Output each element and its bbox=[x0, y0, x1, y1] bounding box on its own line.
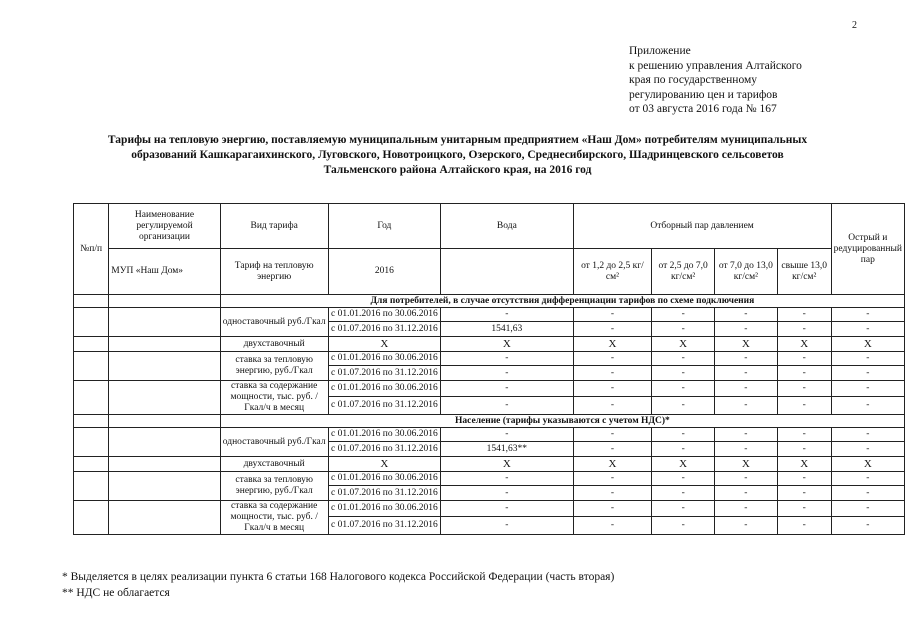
value-cell: - bbox=[777, 501, 831, 517]
period-cell: с 01.01.2016 по 30.06.2016 bbox=[328, 472, 441, 486]
num-cell bbox=[74, 501, 109, 535]
value-cell: Х bbox=[831, 337, 904, 352]
value-cell: Х bbox=[777, 337, 831, 352]
period-cell: с 01.01.2016 по 30.06.2016 bbox=[328, 428, 441, 442]
value-cell: - bbox=[714, 442, 777, 457]
title-line: образований Кашкарагаихинского, Луговского, Новотроицкого, Озерского, Среднесибирского, Шадринцевского сельсоветов bbox=[131, 149, 784, 161]
value-cell: - bbox=[441, 397, 573, 415]
header-sharp-steam: Острый и редуцированный пар bbox=[831, 204, 904, 295]
two-rate-label: двухставочный bbox=[220, 457, 328, 472]
value-cell: - bbox=[573, 397, 652, 415]
table-row bbox=[74, 472, 905, 486]
org-cell bbox=[109, 381, 220, 415]
table-row bbox=[74, 352, 905, 366]
value-cell: - bbox=[652, 442, 715, 457]
appendix-line: от 03 августа 2016 года № 167 bbox=[629, 103, 777, 115]
value-cell: - bbox=[714, 486, 777, 501]
period-cell: с 01.07.2016 по 31.12.2016 bbox=[328, 366, 441, 381]
heat-rate-label: ставка за тепловую энергию, руб./Гкал bbox=[220, 352, 328, 381]
header-steam-3: от 7,0 до 13,0 кг/см² bbox=[714, 249, 777, 295]
section-heading: Население (тарифы указываются с учетом НДС)* bbox=[220, 415, 904, 428]
header-steam-2: от 2,5 до 7,0 кг/см² bbox=[652, 249, 715, 295]
header-org: Наименование регулируемой организации bbox=[109, 204, 220, 249]
org-cell bbox=[109, 308, 220, 337]
tariff-table bbox=[73, 203, 905, 535]
num-cell bbox=[74, 295, 109, 308]
heat-rate-label: ставка за тепловую энергию, руб./Гкал bbox=[220, 472, 328, 501]
value-cell: Х bbox=[652, 337, 715, 352]
value-cell: - bbox=[573, 428, 652, 442]
org-cell bbox=[109, 352, 220, 381]
value-cell: Х bbox=[652, 457, 715, 472]
value-cell: - bbox=[652, 472, 715, 486]
value-cell: - bbox=[777, 322, 831, 337]
value-cell: - bbox=[441, 501, 573, 517]
org-name: МУП «Наш Дом» bbox=[109, 249, 220, 295]
one-rate-label: одноставочный руб./Гкал bbox=[220, 428, 328, 457]
appendix-line: края по государственному bbox=[629, 74, 757, 86]
value-cell: - bbox=[777, 517, 831, 535]
footnote: * Выделяется в целях реализации пункта 6 статьи 168 Налогового кодекса Российской Федерации (часть вторая) bbox=[62, 571, 615, 583]
value-cell: - bbox=[831, 308, 904, 322]
value-cell: - bbox=[777, 428, 831, 442]
value-cell: - bbox=[573, 352, 652, 366]
value-cell: - bbox=[777, 366, 831, 381]
period-cell: с 01.01.2016 по 30.06.2016 bbox=[328, 352, 441, 366]
header-tariff-type: Вид тарифа bbox=[220, 204, 328, 249]
value-cell: - bbox=[441, 517, 573, 535]
value-cell: - bbox=[441, 308, 573, 322]
value-cell: - bbox=[831, 486, 904, 501]
value-cell: - bbox=[441, 381, 573, 397]
value-cell: Х bbox=[441, 337, 573, 352]
table-row bbox=[74, 501, 905, 517]
period-cell: с 01.07.2016 по 31.12.2016 bbox=[328, 517, 441, 535]
value-cell: - bbox=[573, 308, 652, 322]
org-cell bbox=[109, 295, 220, 308]
title-line: Тальменского района Алтайского края, на 2016 год bbox=[323, 164, 592, 176]
period-cell: с 01.07.2016 по 31.12.2016 bbox=[328, 397, 441, 415]
table-row bbox=[74, 415, 905, 428]
value-cell: - bbox=[777, 381, 831, 397]
value-cell: Х bbox=[328, 457, 441, 472]
value-cell: - bbox=[441, 428, 573, 442]
value-cell: - bbox=[714, 517, 777, 535]
value-cell: Х bbox=[714, 337, 777, 352]
value-cell: - bbox=[573, 442, 652, 457]
two-rate-label: двухставочный bbox=[220, 337, 328, 352]
value-cell: Х bbox=[573, 337, 652, 352]
value-cell: - bbox=[777, 472, 831, 486]
value-cell: - bbox=[573, 501, 652, 517]
value-cell: - bbox=[652, 397, 715, 415]
header-steam-1: от 1,2 до 2,5 кг/см² bbox=[573, 249, 652, 295]
period-cell: с 01.01.2016 по 30.06.2016 bbox=[328, 308, 441, 322]
footnotes bbox=[62, 569, 614, 601]
value-cell: - bbox=[831, 366, 904, 381]
value-cell: - bbox=[652, 381, 715, 397]
value-cell: - bbox=[831, 501, 904, 517]
appendix-line: к решению управления Алтайского bbox=[629, 59, 802, 72]
org-water bbox=[441, 249, 573, 295]
value-cell: - bbox=[441, 486, 573, 501]
document-title bbox=[40, 133, 875, 178]
num-cell bbox=[74, 415, 109, 428]
value-cell: - bbox=[777, 308, 831, 322]
table-row bbox=[74, 381, 905, 397]
header-steam-4: свыше 13,0 кг/см² bbox=[777, 249, 831, 295]
header-steam-group: Отборный пар давлением bbox=[573, 204, 831, 249]
table-row bbox=[74, 337, 905, 352]
value-cell: - bbox=[831, 397, 904, 415]
value-cell: - bbox=[441, 366, 573, 381]
value-cell: - bbox=[714, 472, 777, 486]
num-cell bbox=[74, 472, 109, 501]
value-cell: 1541,63 bbox=[441, 322, 573, 337]
one-rate-label: одноставочный руб./Гкал bbox=[220, 308, 328, 337]
value-cell: - bbox=[714, 381, 777, 397]
org-cell bbox=[109, 428, 220, 457]
value-cell: - bbox=[831, 381, 904, 397]
value-cell: - bbox=[714, 501, 777, 517]
value-cell: - bbox=[714, 322, 777, 337]
section-heading: Для потребителей, в случае отсутствия дифференциации тарифов по схеме подключения bbox=[220, 295, 904, 308]
value-cell: - bbox=[777, 486, 831, 501]
value-cell: - bbox=[441, 472, 573, 486]
header-water: Вода bbox=[441, 204, 573, 249]
value-cell: - bbox=[573, 486, 652, 501]
num-cell bbox=[74, 428, 109, 457]
org-cell bbox=[109, 457, 220, 472]
period-cell: с 01.07.2016 по 31.12.2016 bbox=[328, 486, 441, 501]
value-cell: - bbox=[714, 397, 777, 415]
value-cell: 1541,63** bbox=[441, 442, 573, 457]
value-cell: - bbox=[573, 366, 652, 381]
footnote: ** НДС не облагается bbox=[62, 587, 170, 599]
value-cell: - bbox=[714, 366, 777, 381]
period-cell: с 01.01.2016 по 30.06.2016 bbox=[328, 501, 441, 517]
appendix-line: регулированию цен и тарифов bbox=[629, 88, 778, 101]
value-cell: - bbox=[777, 352, 831, 366]
org-year: 2016 bbox=[328, 249, 441, 295]
period-cell: с 01.01.2016 по 30.06.2016 bbox=[328, 381, 441, 397]
value-cell: - bbox=[831, 322, 904, 337]
value-cell: - bbox=[777, 442, 831, 457]
appendix-block bbox=[629, 44, 802, 117]
value-cell: - bbox=[831, 428, 904, 442]
value-cell: - bbox=[831, 472, 904, 486]
value-cell: - bbox=[652, 366, 715, 381]
capacity-rate-label: ставка за содержание мощности, тыс. руб. /Гкал/ч в месяц bbox=[220, 381, 328, 415]
appendix-line: Приложение bbox=[629, 45, 691, 57]
org-cell bbox=[109, 415, 220, 428]
value-cell: - bbox=[652, 517, 715, 535]
value-cell: Х bbox=[831, 457, 904, 472]
value-cell: - bbox=[441, 352, 573, 366]
value-cell: - bbox=[652, 501, 715, 517]
value-cell: - bbox=[831, 517, 904, 535]
value-cell: - bbox=[652, 308, 715, 322]
value-cell: Х bbox=[714, 457, 777, 472]
org-cell bbox=[109, 337, 220, 352]
header-num: №п/п bbox=[74, 204, 109, 295]
num-cell bbox=[74, 308, 109, 337]
value-cell: - bbox=[573, 472, 652, 486]
value-cell: - bbox=[714, 428, 777, 442]
value-cell: - bbox=[777, 397, 831, 415]
value-cell: - bbox=[573, 381, 652, 397]
period-cell: с 01.07.2016 по 31.12.2016 bbox=[328, 322, 441, 337]
value-cell: - bbox=[714, 352, 777, 366]
value-cell: - bbox=[831, 352, 904, 366]
num-cell bbox=[74, 457, 109, 472]
table-row bbox=[74, 457, 905, 472]
value-cell: Х bbox=[441, 457, 573, 472]
table-row bbox=[74, 428, 905, 442]
header-year: Год bbox=[328, 204, 441, 249]
value-cell: - bbox=[652, 486, 715, 501]
table-row bbox=[74, 295, 905, 308]
num-cell bbox=[74, 352, 109, 381]
num-cell bbox=[74, 381, 109, 415]
value-cell: - bbox=[573, 322, 652, 337]
num-cell bbox=[74, 337, 109, 352]
value-cell: Х bbox=[573, 457, 652, 472]
value-cell: - bbox=[573, 517, 652, 535]
value-cell: Х bbox=[328, 337, 441, 352]
value-cell: - bbox=[652, 428, 715, 442]
value-cell: - bbox=[831, 442, 904, 457]
table-row bbox=[74, 308, 905, 322]
org-cell bbox=[109, 501, 220, 535]
capacity-rate-label: ставка за содержание мощности, тыс. руб. /Гкал/ч в месяц bbox=[220, 501, 328, 535]
value-cell: - bbox=[714, 308, 777, 322]
org-tariff-type: Тариф на тепловую энергию bbox=[220, 249, 328, 295]
page-number: 2 bbox=[852, 20, 857, 31]
value-cell: Х bbox=[777, 457, 831, 472]
value-cell: - bbox=[652, 352, 715, 366]
title-line: Тарифы на тепловую энергию, поставляемую муниципальным унитарным предприятием «Наш Дом» потребителям муниципальных bbox=[107, 134, 808, 146]
value-cell: - bbox=[652, 322, 715, 337]
org-cell bbox=[109, 472, 220, 501]
period-cell: с 01.07.2016 по 31.12.2016 bbox=[328, 442, 441, 457]
